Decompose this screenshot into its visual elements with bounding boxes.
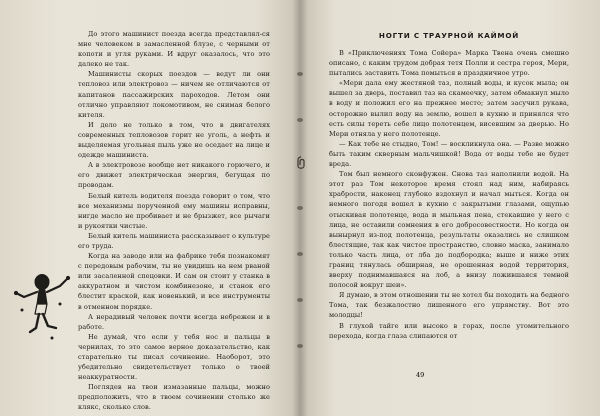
binding-hole (297, 72, 303, 76)
right-text-column (329, 48, 569, 341)
paper-clip-icon (296, 156, 306, 170)
paragraph: Не думай, что если у тебя нос и пальцы в чернилах, то это самое верное доказательство, как старательно ты писал сочинение. Наоборот, это убедительно свидетельствует только о твоей неаккуратности. (78, 332, 270, 382)
paragraph: В «Приключениях Тома Сойера» Марка Твена очень смешно описано, с каким трудом добрая тетя Полли и сестра героя, Мери, пытались заставить Тома помыться в праздничное утро. (329, 49, 569, 78)
binding-hole (297, 252, 303, 256)
right-page (300, 0, 600, 416)
page-number: 49 (416, 371, 425, 379)
paragraph: А в электровозе вообще нет никакого горючего, и его движет электрическая энергия, бегущая по проводам. (78, 161, 270, 190)
paragraph: Я думаю, в этом отношении ты не хотел бы походить на бедного Тома, так безжалостно лишенного его упрямству. Вот это молодцы! (329, 291, 569, 320)
binding-hole (297, 206, 303, 210)
paragraph: Поглядев на твои измазанные пальцы, можно предположить, что в твоем сочинении столько же клякс, сколько слов. (78, 383, 270, 412)
paragraph: Белый китель машиниста рассказывает о культуре его труда. (78, 231, 270, 250)
boy-figure-illustration (12, 270, 72, 345)
paragraph: Машинисты скорых поездов — ведут ли они тепловоз или электровоз — ничем не отличаются от капитанов пассажирских пароходов. Летом они отлично управляют локомотивом, не снимая белого кителя. (78, 70, 270, 119)
paragraph: В глухой тайге или высоко в горах, после утомительного перехода, когда глаза слипаются от (329, 321, 569, 340)
paragraph: А нерадивый человек почти всегда небрежен и в работе. (78, 312, 270, 331)
paragraph: До этого машинист поезда всегда представлял-ся мне человеком в замасленной блузе, с черными от копоти и угля руками. И вдруг оказалось, что это далеко не так. (78, 30, 270, 69)
paragraph: «Мери дала ему жестяной таз, полный воды, и кусок мыла; он вышел за дверь, поставил таз на скамеечку, затем обмакнул мыло в воду и положил его на прежнее место; затем засучил рукава, осторожно вылил воду на землю, вошел в кухню и принялся что есть силы тереть себе лицо полотенцем, висевшим за дверью. Но Мери отняла у него полотенце. (329, 79, 569, 138)
paragraph: — Как тебе не стыдно, Том! — воскликнула она. — Разве можно быть таким скверным мальчишкой! Вода от воды тебе не будет вреда. (329, 139, 569, 169)
binding-hole (297, 298, 303, 302)
chapter-title: НОГТИ С ТРАУРНОЙ КАЙМОЙ (378, 31, 520, 40)
paragraph: Когда на заводе или на фабрике тебя познакомят с передовым рабочим, ты не увидишь на нем рваной или засаленной спецовки. И сам он стоит у станка в аккуратном и чистом комбинезоне, и станок его блестит краской, как новенький, и все инструменты в отменном порядке. (78, 252, 270, 311)
paragraph: Том был немного сконфужен. Снова таз наполнили водой. На этот раз Том некоторое время стоял над ним, набираясь храбрости, наконец глубоко вздохнул и начал мыться. Когда он немного погодя вошел в кухню с закрытыми глазами, ощупью отыскивая полотенце, вода и мыльная пена, стекавшие у него с лица, не оставили сомнения в его добросовестности. Но когда он вынырнул из-под полотенца, результаты оказались не слишком блестящие, так как чистое пространство, словно маска, занимало только часть лица, от лба до подбородка; выше и ниже этих границ тянулась обширная, не орошенная водой территория, вверху поднимавшаяся на лоб, а внизу ложившаяся темной полосой вокруг шеи». (329, 170, 569, 290)
binding-hole (297, 344, 303, 348)
paragraph: Белый китель водителя поезда говорит о том, что все механизмы порученной ему машины исправны, нигде масло не пробивает и не брызжет, все рычаги и рукоятки чистые. (78, 191, 270, 230)
binding-holes (296, 0, 304, 416)
left-text-column (78, 29, 270, 413)
binding-hole (297, 118, 303, 122)
paragraph: И дело не только в том, что в двигателях современных тепловозов горит не уголь, а нефть и выделяемая угольная пыль уже не оседает на лице и одежде машиниста. (78, 120, 270, 160)
